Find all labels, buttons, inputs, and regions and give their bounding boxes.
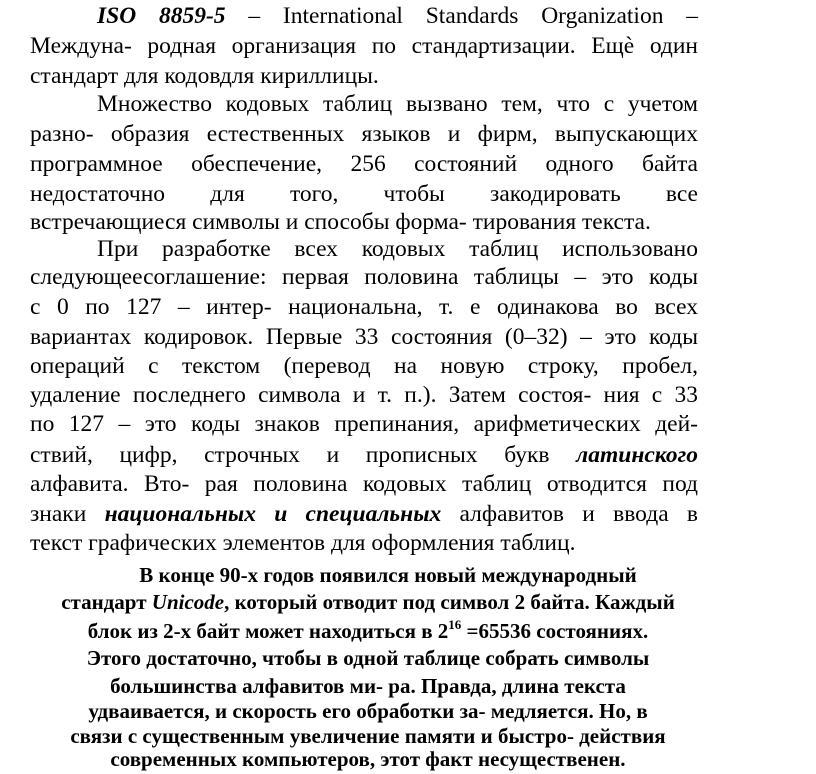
p3-line-10-start: знаки — [30, 501, 87, 527]
bold-line-6: удваивается, и скорость его обработки за- медляется. Но, в — [88, 699, 648, 723]
bold-line-3-post: =65536 состояниях. — [461, 619, 649, 643]
p2-line-4: недостаточно для того, чтобы закодировать все — [30, 181, 698, 207]
p3-line-1: При разработке всех кодовых таблиц использовано — [97, 236, 698, 262]
p3-line-3: с 0 по 127 – интер- национальна, т. е одинакова во всех — [30, 294, 698, 320]
p2-line-3: программное обеспечение, 256 состояний одного байта — [30, 151, 698, 177]
p1-line-2: Междуна- родная организация по стандартизации. Ещѐ один — [30, 33, 698, 59]
p1-line-3: стандарт для кодовдля кириллицы. — [30, 63, 379, 89]
latin-term: латинского — [576, 442, 698, 468]
p3-line-10-end: алфавитов и ввода в — [459, 501, 698, 527]
bold-line-2 — [0, 588, 736, 617]
p2-line-5: встречающиеся символы и способы форма- тирования текста. — [30, 209, 651, 235]
bold-line-5: большинства алфавитов ми- ра. Правда, длина текста — [110, 674, 626, 698]
p3-line-7: по 127 – это коды знаков препинания, арифметических дей- — [30, 411, 698, 437]
national-special-term: национальных и специальных — [104, 501, 442, 527]
p3-line-11: текст графических элементов для оформления таблиц. — [30, 530, 576, 556]
p2-line-2: разно- образия естественных языков и фирм, выпускающих — [30, 121, 698, 147]
unicode-term: Unicode — [151, 590, 225, 614]
bold-line-2-pre: стандарт — [61, 590, 152, 614]
p3-line-5: операций с текстом (перевод на новую строку, пробел, — [30, 353, 698, 379]
p3-line-6: удаление последнего символа и т. п.). Затем состоя- ния с 33 — [30, 382, 698, 408]
p3-line-8 — [30, 440, 698, 470]
p3-line-8-text: ствий, цифр, строчных и прописных букв — [30, 442, 550, 468]
p3-line-2: следующеесоглашение: первая половина таблицы – это коды — [30, 264, 698, 290]
p3-line-10 — [30, 499, 698, 529]
bold-line-8: современных компьютеров, этот факт несущественен. — [110, 747, 626, 771]
p3-line-9: алфавита. Вто- рая половина кодовых таблиц отводится под — [30, 471, 698, 497]
bold-line-3-pre: блок из 2-х байт может находиться в 2 — [87, 619, 449, 643]
superscript-16: 16 — [448, 617, 462, 632]
bold-line-2-post: , который отводит под символ 2 байта. Каждый — [224, 590, 675, 614]
iso-term: ISO 8859-5 — [97, 3, 226, 29]
bold-line-7: связи с существенным увеличение памяти и быстро- действия — [70, 724, 666, 748]
iso-text: – International Standards Organization – — [225, 3, 698, 29]
p2-line-1: Множество кодовых таблиц вызвано тем, что с учетом — [97, 91, 698, 117]
bold-line-1: В конце 90-х годов появился новый международный — [139, 563, 637, 587]
p3-line-4: вариантах кодировок. Первые 33 состояния (0–32) – это коды — [30, 324, 698, 350]
bold-line-3 — [0, 617, 736, 646]
bold-line-4: Этого достаточно, чтобы в одной таблице собрать символы — [86, 646, 650, 670]
p1-line-1 — [97, 1, 698, 31]
